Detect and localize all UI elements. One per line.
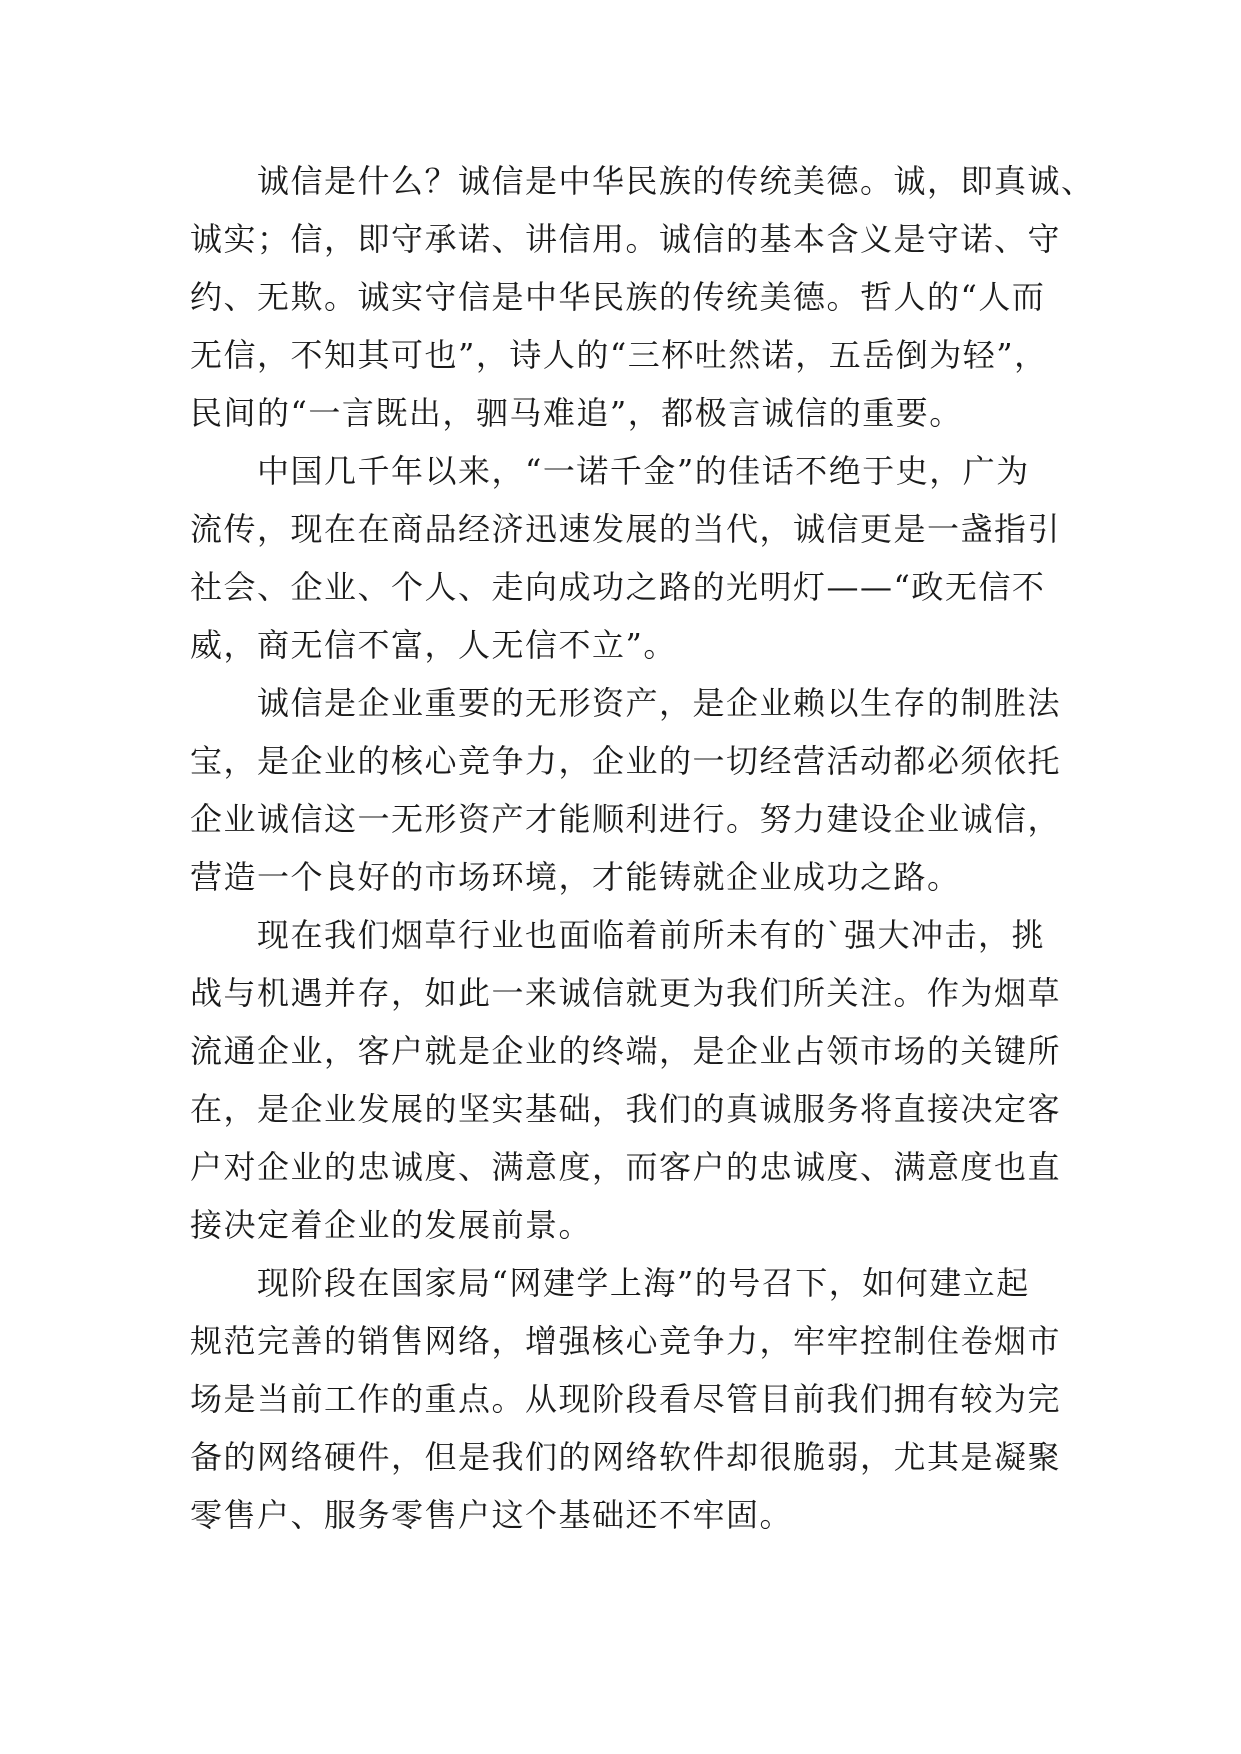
text-line: 中国几千年以来，“一诺千金”的佳话不绝于史，广为 — [257, 452, 1030, 490]
paragraph-1 — [190, 152, 1095, 442]
text-line: 民间的“一言既出，驷马难追”，都极言诚信的重要。 — [190, 394, 963, 432]
text-line: 流通企业，客户就是企业的终端，是企业占领市场的关键所 — [190, 1032, 1062, 1070]
text-line: 现阶段在国家局“网建学上海”的号召下，如何建立起 — [257, 1264, 1030, 1302]
text-line: 企业诚信这一无形资产才能顺利进行。努力建设企业诚信， — [190, 800, 1062, 838]
paragraph-2 — [190, 442, 1060, 674]
text-line: 流传，现在在商品经济迅速发展的当代，诚信更是一盏指引 — [190, 510, 1062, 548]
text-line: 零售户、服务零售户这个基础还不牢固。 — [190, 1496, 794, 1534]
text-line: 无信，不知其可也”，诗人的“三杯吐然诺，五岳倒为轻”， — [190, 336, 1048, 374]
document-body — [190, 152, 1095, 1544]
text-line: 约、无欺。诚实守信是中华民族的传统美德。哲人的“人而 — [190, 278, 1046, 316]
text-line: 战与机遇并存，如此一来诚信就更为我们所关注。作为烟草 — [190, 974, 1062, 1012]
text-line: 规范完善的销售网络，增强核心竞争力，牢牢控制住卷烟市 — [190, 1322, 1062, 1360]
paragraph-3 — [190, 674, 1060, 906]
text-line: 场是当前工作的重点。从现阶段看尽管目前我们拥有较为完 — [190, 1380, 1062, 1418]
text-line: 威，商无信不富，人无信不立”。 — [190, 626, 677, 664]
text-line: 现在我们烟草行业也面临着前所未有的`强大冲击，挑 — [257, 916, 1046, 954]
text-line: 诚实；信，即守承诺、讲信用。诚信的基本含义是守诺、守 — [190, 220, 1062, 258]
text-line: 诚信是什么？诚信是中华民族的传统美德。诚，即真诚、 — [257, 162, 1095, 200]
paragraph-5 — [190, 1254, 1060, 1544]
text-line: 在，是企业发展的坚实基础，我们的真诚服务将直接决定客 — [190, 1090, 1062, 1128]
text-line: 营造一个良好的市场环境，才能铸就企业成功之路。 — [190, 858, 961, 896]
text-line: 宝，是企业的核心竞争力，企业的一切经营活动都必须依托 — [190, 742, 1062, 780]
text-line: 备的网络硬件，但是我们的网络软件却很脆弱，尤其是凝聚 — [190, 1438, 1062, 1476]
text-line: 接决定着企业的发展前景。 — [190, 1206, 593, 1244]
text-line: 社会、企业、个人、走向成功之路的光明灯——“政无信不 — [190, 568, 1046, 606]
text-line: 诚信是企业重要的无形资产，是企业赖以生存的制胜法 — [257, 684, 1062, 722]
text-line: 户对企业的忠诚度、满意度，而客户的忠诚度、满意度也直 — [190, 1148, 1062, 1186]
paragraph-4 — [190, 906, 1060, 1254]
